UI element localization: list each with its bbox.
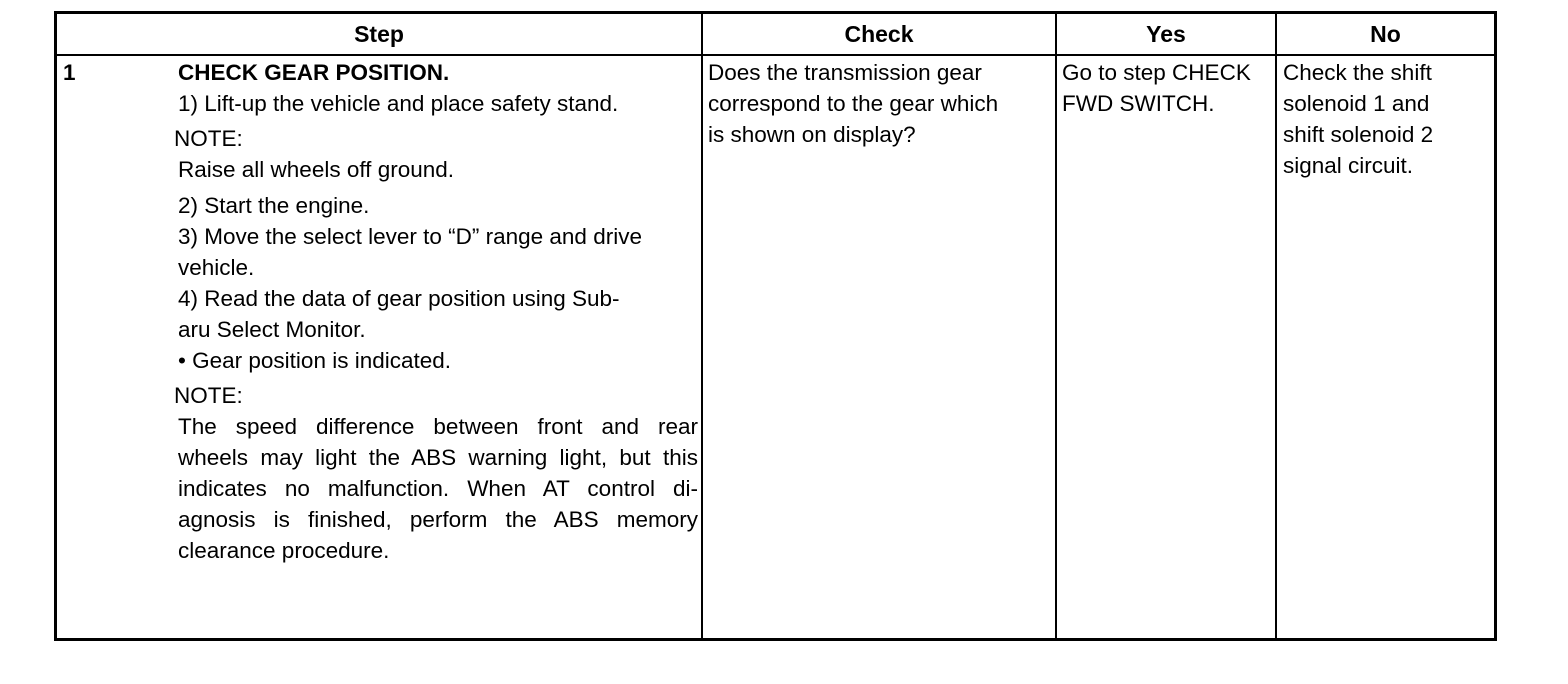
- note-label: NOTE:: [174, 126, 243, 151]
- yes-line: FWD SWITCH.: [1062, 91, 1215, 116]
- note-label: NOTE:: [174, 383, 243, 408]
- column-divider: [701, 14, 703, 638]
- note-text: wheels may light the ABS warning light, but this: [178, 445, 698, 470]
- yes-line: Go to step CHECK: [1062, 60, 1251, 85]
- check-question: [708, 57, 1048, 150]
- check-line: is shown on display?: [708, 122, 916, 147]
- header-check: Check: [844, 21, 914, 47]
- header-yes: Yes: [1146, 21, 1186, 47]
- step-line: 4) Read the data of gear position using Sub-: [178, 286, 620, 311]
- step-description: [174, 57, 698, 566]
- column-divider: [1055, 14, 1057, 638]
- header-step: Step: [354, 21, 404, 47]
- note-text: agnosis is finished, perform the ABS memory: [178, 507, 698, 532]
- step-title: CHECK GEAR POSITION.: [178, 60, 450, 85]
- step-line: aru Select Monitor.: [178, 317, 366, 342]
- note-text: clearance procedure.: [178, 538, 390, 563]
- yes-action: [1062, 57, 1277, 119]
- header-divider: [57, 54, 1494, 56]
- diagnostic-table: [54, 11, 1497, 641]
- note-text: Raise all wheels off ground.: [178, 157, 454, 182]
- step-line: 3) Move the select lever to “D” range and drive: [178, 224, 642, 249]
- no-line: solenoid 1 and: [1283, 91, 1430, 116]
- check-line: Does the transmission gear: [708, 60, 982, 85]
- step-line: 1) Lift-up the vehicle and place safety stand.: [178, 91, 619, 116]
- note-text: indicates no malfunction. When AT control di-: [178, 476, 698, 501]
- header-no: No: [1370, 21, 1401, 47]
- no-line: Check the shift: [1283, 60, 1432, 85]
- step-number: 1: [63, 60, 76, 85]
- note-text: The speed difference between front and rear: [178, 414, 698, 439]
- no-action: [1283, 57, 1493, 181]
- bullet-item: • Gear position is indicated.: [178, 348, 452, 373]
- no-line: signal circuit.: [1283, 153, 1414, 178]
- step-line: vehicle.: [178, 255, 255, 280]
- check-line: correspond to the gear which: [708, 91, 999, 116]
- step-line: 2) Start the engine.: [178, 193, 370, 218]
- no-line: shift solenoid 2: [1283, 122, 1434, 147]
